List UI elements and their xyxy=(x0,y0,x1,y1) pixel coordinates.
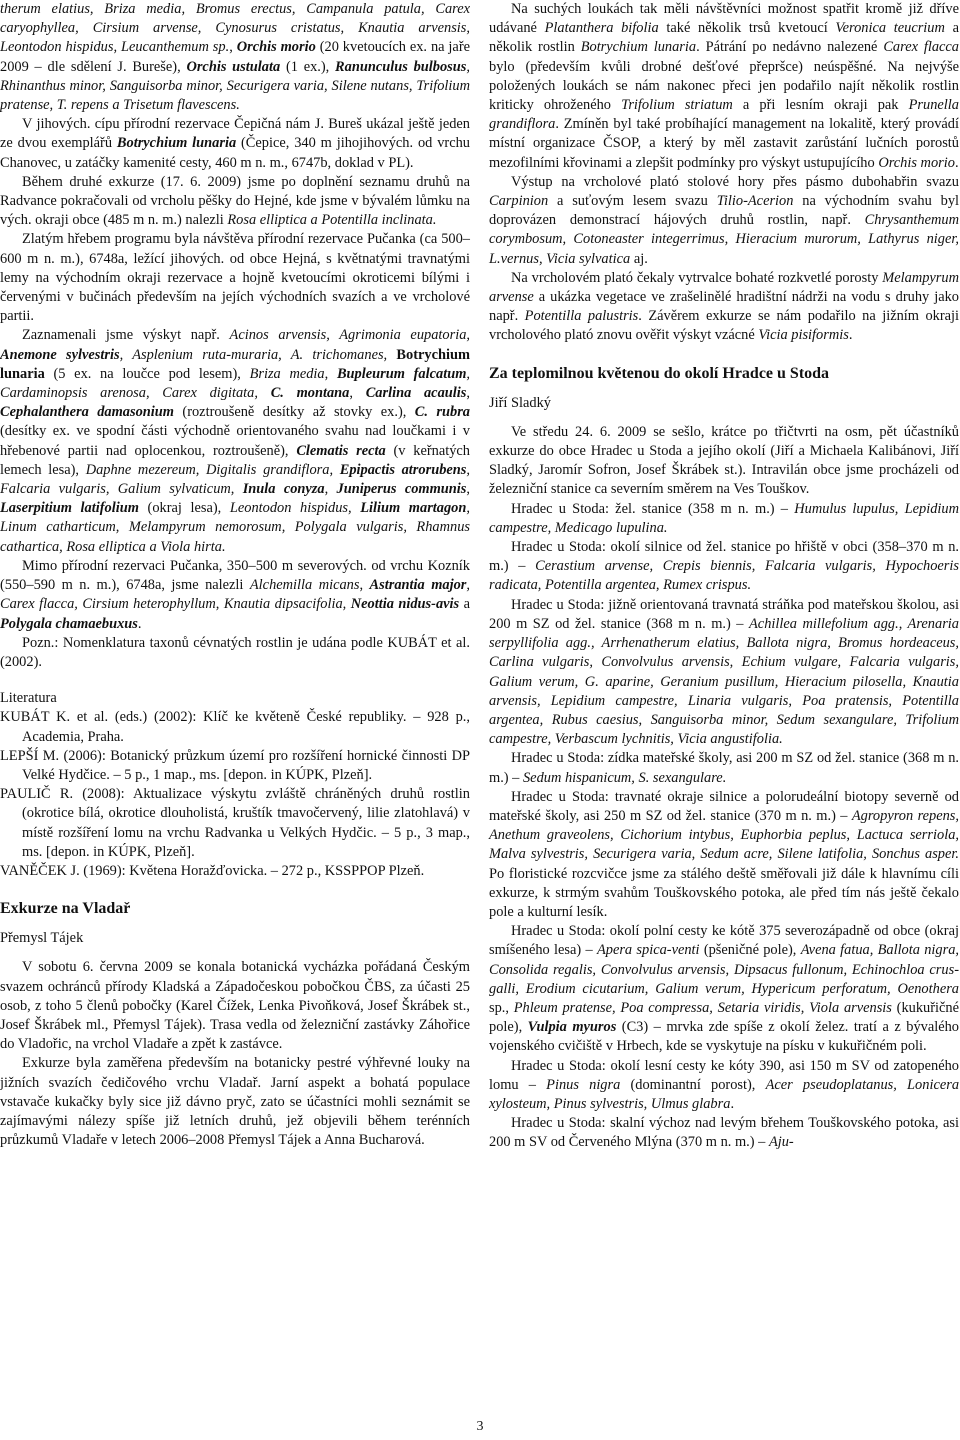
locality-paragraph: Hradec u Stoda: jižně orientovaná travnatá stráňka pod mateřskou školou, asi 200 m SZ od žel. stanice (368 m n. m.) – Achillea millefolium agg., Arenaria serpyllifolia agg., Arrhenatherum elatius, Ballota nigra, Bromus hordeaceus, Carlina vulgaris, Convolvulus arvensis, Echium vulgare, Falcaria vulgaris, Galium verum, G. aparine, Geranium pusillum, Hieracium pilosella, Knautia arvensis, Lepidium campestre, Linaria vulgaris, Poa pratensis, Potentilla argentea, Rubus caesius, Sanguisorba minor, Sedum sexangulare, Trifolium campestre, Verbascum lychnitis, Vicia angustifolia. xyxy=(489,596,959,748)
locality-paragraph: Hradec u Stoda: zídka mateřské školy, asi 200 m SZ od žel. stanice (368 m n. m.) – Sedum hispanicum, S. sexangulare. xyxy=(489,750,959,786)
paragraph: Během druhé exkurze (17. 6. 2009) jsme po doplnění seznamu druhů na Radvance pokračovali od vrcholu pěšky do Hejné, kde jsme v bývalém lůmku na vých. okraji obce (485 m n. m.) nalezli Rosa elliptica a Potentilla inclinata. xyxy=(0,173,470,229)
paragraph: V jihových. cípu přírodní rezervace Čepičná nám J. Bureš ukázal ještě jeden ze dvou exemplářů Botrychium lunaria (Čepice, 340 m jihojihových. od vrchu Chanovec, u zatáčky kamenité cesty, 460 m n. m., 6747b, doklad v PL). xyxy=(0,116,470,171)
nomenclature-note: Pozn.: Nomenklatura taxonů cévnatých rostlin je udána podle KUBÁT et al. (2002). xyxy=(0,634,470,670)
species-list: therum elatius, Briza media, Bromus erectus, Campanula patula, Carex caryophyllea, Cirsium arvense, Cynosurus cristatus, Knautia arvensis, Leontodon hispidus, Leucanthemum sp. xyxy=(0,1,470,56)
locality-paragraph: Hradec u Stoda: travnaté okraje silnice a polorudeální biotopy severně od mateřské školy, asi 250 m SZ od žel. stanice (370 m n. m.) – Agropyron repens, Anethum graveolens, Cichorium intybus, Euphorbia peplus, Lactuca serriola, Malva sylvestris, Securigera varia, Sedum acre, Silene latifolia, Sonchus asper. Po floristické rozcvičce jsme za stálého deště směřovali již dále k hlavnímu cíli exkurze, k strmým svahům Touškovského potoka, ale před tím nás ještě čekalo pole a kulturní lesík. xyxy=(489,788,959,920)
right-column xyxy=(489,0,959,1153)
species-name: Botrychium lunaria xyxy=(116,135,237,152)
reference-item: PAULIČ R. (2008): Aktualizace výskytu zvláště chráněných druhů rostlin (okrotice bílá, okrotice dlouholistá, kruštík tmavočervený, lilie zlatohlavá) v místě rozšíření lomu na vrchu Radvanka u Velkých Hydčic. – 5 p., 3 map., ms. [depon. in KÚPK, Plzeň]. xyxy=(0,786,470,860)
species-name: Orchis ustulata xyxy=(186,58,281,75)
author-name: Přemysl Tájek xyxy=(0,930,84,947)
reference-item: VANĚČEK J. (1969): Květena Horažďovicka. – 272 p., KSSPPOP Plzeň. xyxy=(0,862,425,879)
paragraph: Zlatým hřebem programu byla návštěva přírodní rezervace Pučanka (ca 500–600 m n. m.), 6748a, ležící jihových. od obce Hejná, s květnatými travnatými lemy na východním okraji rezervace a hojně kvetoucími okroticemi bílými i červenými v bučinách především na jejích východních svazích a ve vrcholové partii. xyxy=(0,231,470,325)
paragraph: V sobotu 6. června 2009 se konala botanická vycházka pořádaná Českým svazem ochránců přírody Kladská a Západočeskou pobočkou ČBS, za účasti 25 osob, z toho 5 členů pobočky (Karel Čížek, Lenka Pivoňková, Josef Škrábek st., Josef Škrábek ml., Přemysl Tájek). Trasa vedla od železniční zastávky Záhořice do Vladořic, na vrchol Vladaře a zpět k zastávce. xyxy=(0,959,470,1053)
locality-paragraph: Hradec u Stoda: okolí silnice od žel. stanice po hřiště v obci (358–370 m n. m.) – Cerastium arvense, Crepis biennis, Falcaria vulgaris, Hypochoeris radicata, Potentilla argentea, Rumex crispus. xyxy=(489,539,959,594)
species-name: Orchis morio xyxy=(236,39,316,56)
paragraph: Exkurze byla zaměřena především na botanicky pestré výhřevné louky na jižních svazích čedičového vrchu Vladař. Jarní aspekt a bohatá populace vstavače kukačky byly sice již dávno pryč, zato se účastníci mohli seznámit se zajímavými nálezy spíše již letních druhů, jež objevili během terénních průzkumů Vladaře v letech 2006–2008 Přemysl Tájek a Anna Bucharová. xyxy=(0,1055,470,1149)
species-paragraph: Zaznamenali jsme výskyt např. Acinos arvensis, Agrimonia eupatoria, Anemone sylvestris, Asplenium ruta-muraria, A. trichomanes, Botrychium lunaria (5 ex. na loučce pod lesem), Briza media, Bupleurum falcatum, Cardaminopsis arenosa, Carex digitata, C. montana, Carlina acaulis, Cephalanthera damasonium (roztroušeně desítky až stovky ex.), C. rubra (desítky ex. ve spodní části východně orientovaného svahu nad loučkami i v hřebenové partii nad oplocenkou, roztroušeně), Clematis recta (v keřnatých lemech lesa), Daphne mezereum, Digitalis grandiflora, Epipactis atrorubens, Falcaria vulgaris, Galium sylvaticum, Inula conyza, Juniperus communis, Laserpitium latifolium (okraj lesa), Leontodon hispidus, Lilium martagon, Linum catharticum, Melampyrum nemorosum, Polygala vulgaris, Rhamnus cathartica, Rosa elliptica a Viola hirta. xyxy=(0,327,471,555)
author-name: Jiří Sladký xyxy=(489,394,551,411)
species-name: Ranunculus bulbosus xyxy=(335,58,467,75)
species-list: Rosa elliptica a Potentilla inclinata. xyxy=(227,212,437,229)
section-heading: Za teplomilnou květenou do okolí Hradce u Stoda xyxy=(489,364,830,382)
paragraph: Na vrcholovém plató čekaly vytrvalce bohaté rozkvetlé porosty Melampyrum arvense a ukázka vegetace ve zrašelinělé hradištní nádrži na vodu s druhy jako např. Potentilla palustris. Závěrem exkurze se nám podařilo na jižním okraji vrcholového plató znovu ověřit výskyt vzácné Vicia pisiformis. xyxy=(489,269,960,344)
paragraph: Mimo přírodní rezervaci Pučanka, 350–500 m severových. od vrchu Kozník (550–590 m n. m.), 6748a, jsme nalezli Alchemilla micans, Astrantia major, Carex flacca, Cirsium heterophyllum, Knautia dipsacifolia, Neottia nidus-avis a Polygala chamaebuxus. xyxy=(0,557,470,632)
locality-paragraph: Hradec u Stoda: okolí polní cesty ke kótě 375 severozápadně od obce (okraj smíšeného lesa) – Apera spica-venti (pšeničné pole), Avena fatua, Ballota nigra, Consolida regalis, Convolvulus arvensis, Dipsacus fullonum, Echinochloa crus-galli, Erodium cicutarium, Galium verum, Hypericum perforatum, Oenothera sp., Phleum pratense, Poa compressa, Setaria viridis, Viola arvensis (kukuřičné pole), Vulpia myuros (C3) – mrvka zde spíše z okolí želez. tratí a z bývalého vojenského cvičiště v Hrbech, kde se vyskytuje na písku v kukuřičném poli. xyxy=(489,923,960,1055)
section-heading: Exkurze na Vladař xyxy=(0,900,131,918)
left-column xyxy=(0,0,470,1150)
locality-paragraph: Hradec u Stoda: okolí lesní cesty ke kóty 390, asi 150 m SV od zatopeného lomu – Pinus nigra (dominantní porost), Acer pseudoplatanus, Lonicera xylosteum, Pinus sylvestris, Ulmus glabra. xyxy=(489,1057,960,1112)
reference-item: KUBÁT K. et al. (eds.) (2002): Klíč ke květeně České republiky. – 928 p., Academia, Praha. xyxy=(0,709,470,745)
paragraph: Výstup na vrcholové plató stolové hory přes pásmo dubohabřin svazu Carpinion a suťovým lesem svazu Tilio-Acerion na východním svahu byl doprovázen demonstrací hájových druhů rostlin, např. Chrysanthemum corymbosum, Cotoneaster integerrimus, Hieracium murorum, Lathyrus niger, L.vernus, Vicia sylvatica aj. xyxy=(489,173,960,267)
paragraph: Na suchých loukách tak měli návštěvníci možnost spatřit kromě již dříve udávané Platanthera bifolia také několik trsů kvetoucí Veronica teucrium a několik rostlin Botrychium lunaria. Pátrání po nedávno nalezené Carex flacca bylo (především kvůli drobné dešťové přepršce) neúspěšné. Na nejvýše položených loukách se nám nakonec přeci jen podařilo najít několik rostlin kriticky ohroženého Trifolium striatum a při lesním okraji pak Prunella grandiflora. Zmíněn byl také probíhající management na lokalitě, který provádí místní organizace ČSOP, a který by měl zastavit zarůstání lučních porostů mezofilními křovinami a zlepšit podmínky pro výskyt ustupujícího Orchis morio. xyxy=(489,1,959,171)
intro-paragraph: therum elatius, Briza media, Bromus erectus, Campanula patula, Carex caryophyllea, Cirsium arvense, Cynosurus cristatus, Knautia arvensis, Leontodon hispidus, Leucanthemum sp., Orchis morio (20 kvetoucích ex. na jaře 2009 – dle sdělení J. Bureše), Orchis ustulata (1 ex.), Ranunculus bulbosus, Rhinanthus minor, Sanguisorba minor, Securigera varia, Silene nutans, Trifolium pratense, T. repens a Trisetum flavescens. xyxy=(0,1,471,114)
page-number: 3 xyxy=(476,1419,484,1434)
literature-heading: Literatura xyxy=(0,690,57,707)
reference-item: LEPŠÍ M. (2006): Botanický průzkum území pro rozšíření hornické činnosti DP Velké Hydčice. – 5 p., 1 map., ms. [depon. in KÚPK, Plzeň]. xyxy=(0,747,470,783)
locality-paragraph: Hradec u Stoda: žel. stanice (358 m n. m.) – Humulus lupulus, Lepidium campestre, Medicago lupulina. xyxy=(489,500,959,536)
locality-paragraph: Hradec u Stoda: skalní výchoz nad levým břehem Touškovského potoka, asi 200 m SV od Červeného Mlýna (370 m n. m.) – Aju- xyxy=(489,1115,959,1151)
species-list: , Rhinanthus minor, Sanguisorba minor, Securigera varia, Silene nutans, Trifolium pratense, T. repens a Trisetum flavescens. xyxy=(0,58,470,114)
paragraph: Ve středu 24. 6. 2009 se sešlo, krátce po třičtvrti na osm, pět účastníků exkurze do obce Hradec u Stoda a jejího okolí (Jiří a Michaela Kalibánovi, Jiří Sladký, Jaromír Sofron, Josef Škrábek st.). Intravilán obce jsme procházeli od železniční stanice ca severním směrem na Ves Touškov. xyxy=(489,423,959,498)
